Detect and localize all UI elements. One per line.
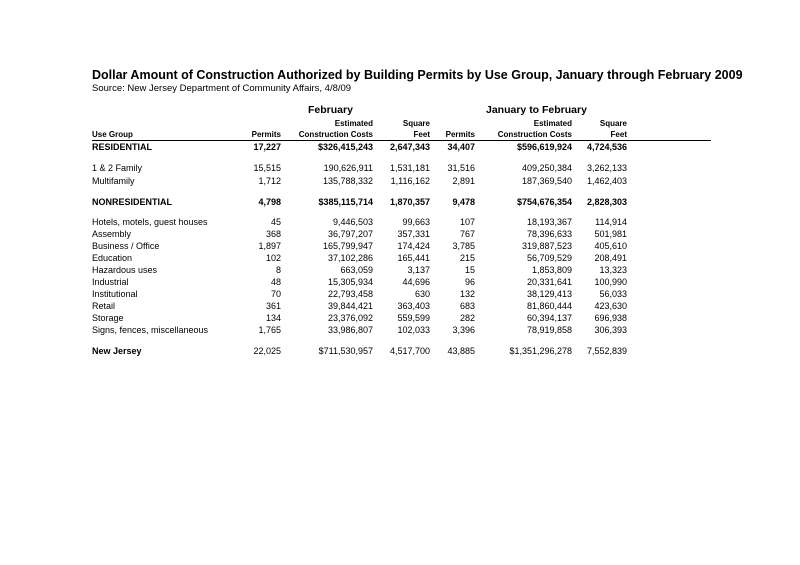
feet-cell: 357,331 — [397, 229, 430, 239]
feet-ytd-cell: 7,552,839 — [586, 346, 627, 356]
feet-ytd-cell: 114,914 — [595, 217, 627, 227]
permits-ytd-cell: 9,478 — [452, 197, 475, 207]
header-feet-ytd: Feet — [610, 130, 627, 139]
row-label: Education — [92, 253, 133, 263]
cost-ytd-cell: $754,676,354 — [516, 197, 572, 207]
permits-ytd-cell: 767 — [459, 229, 475, 239]
permits-ytd-cell: 96 — [464, 277, 475, 287]
permits-cell: 102 — [265, 253, 281, 263]
feet-ytd-cell: 3,262,133 — [586, 163, 627, 173]
cost-ytd-cell: $596,619,924 — [516, 142, 572, 152]
header-feet: Feet — [413, 130, 430, 139]
feet-cell: 174,424 — [397, 241, 430, 251]
table-row — [0, 289, 800, 301]
feet-cell: 102,033 — [397, 325, 430, 335]
cost-ytd-cell: 20,331,641 — [526, 277, 572, 287]
cost-cell: $385,115,714 — [318, 197, 373, 207]
permits-cell: 45 — [270, 217, 281, 227]
cost-ytd-cell: $1,351,296,278 — [509, 346, 572, 356]
feet-ytd-cell: 100,990 — [594, 277, 627, 287]
row-label: NONRESIDENTIAL — [92, 197, 173, 207]
header-rule — [92, 140, 711, 141]
feet-cell: 44,696 — [402, 277, 430, 287]
cost-ytd-cell: 38,129,413 — [526, 289, 572, 299]
feet-ytd-cell: 4,724,536 — [586, 142, 627, 152]
table-row — [0, 277, 800, 289]
feet-cell: 363,403 — [397, 301, 430, 311]
section-header-february: February — [308, 104, 353, 116]
permits-cell: 48 — [270, 277, 281, 287]
feet-ytd-cell: 405,610 — [594, 241, 627, 251]
cost-cell: 15,305,934 — [327, 277, 373, 287]
header-permits: Permits — [251, 130, 281, 139]
feet-ytd-cell: 208,491 — [594, 253, 627, 263]
row-label: Industrial — [92, 277, 129, 287]
table-row — [0, 313, 800, 325]
permits-ytd-cell: 107 — [459, 217, 475, 227]
feet-ytd-cell: 13,323 — [599, 265, 627, 275]
feet-ytd-cell: 423,630 — [594, 301, 627, 311]
document-title: Dollar Amount of Construction Authorized by Building Permits by Use Group, January through February 2009 — [92, 68, 743, 82]
table-row — [0, 217, 800, 229]
feet-cell: 630 — [414, 289, 430, 299]
row-label: Institutional — [92, 289, 138, 299]
header-estimated-ytd: Estimated — [533, 119, 572, 128]
feet-cell: 1,116,162 — [390, 176, 430, 186]
feet-ytd-cell: 306,393 — [594, 325, 627, 335]
cost-cell: 663,059 — [340, 265, 373, 275]
cost-cell: 23,376,092 — [327, 313, 373, 323]
permits-cell: 22,025 — [253, 346, 281, 356]
feet-cell: 4,517,700 — [389, 346, 430, 356]
feet-ytd-cell: 696,938 — [594, 313, 627, 323]
permits-ytd-cell: 34,407 — [447, 142, 475, 152]
cost-ytd-cell: 81,860,444 — [526, 301, 572, 311]
feet-cell: 165,441 — [397, 253, 430, 263]
row-label: RESIDENTIAL — [92, 142, 153, 152]
row-label: Business / Office — [92, 241, 160, 251]
permits-ytd-cell: 43,885 — [447, 346, 475, 356]
permits-ytd-cell: 3,785 — [452, 241, 475, 251]
permits-cell: 70 — [270, 289, 281, 299]
permits-cell: 4,798 — [258, 197, 281, 207]
table-row — [0, 163, 800, 175]
header-estimated: Estimated — [334, 119, 373, 128]
permits-ytd-cell: 132 — [459, 289, 475, 299]
cost-ytd-cell: 78,919,858 — [526, 325, 572, 335]
feet-cell: 3,137 — [407, 265, 430, 275]
row-label: Assembly — [92, 229, 132, 239]
cost-ytd-cell: 60,394,137 — [526, 313, 572, 323]
row-label: Hazardous uses — [92, 265, 158, 275]
header-construction-costs: Construction Costs — [298, 130, 373, 139]
permits-cell: 1,712 — [258, 176, 281, 186]
feet-ytd-cell: 501,981 — [594, 229, 627, 239]
feet-ytd-cell: 2,828,303 — [586, 197, 627, 207]
cost-ytd-cell: 18,193,367 — [526, 217, 572, 227]
permits-cell: 368 — [265, 229, 281, 239]
cost-cell: $711,530,957 — [318, 346, 373, 356]
cost-cell: 22,793,458 — [327, 289, 373, 299]
permits-cell: 134 — [265, 313, 281, 323]
cost-ytd-cell: 56,709,529 — [526, 253, 572, 263]
row-label: Retail — [92, 301, 116, 311]
table-row-residential — [0, 142, 800, 154]
row-label: New Jersey — [92, 346, 142, 356]
table-row — [0, 301, 800, 313]
row-label: Storage — [92, 313, 124, 323]
cost-ytd-cell: 78,396,633 — [526, 229, 572, 239]
feet-cell: 559,599 — [397, 313, 430, 323]
table-row — [0, 253, 800, 265]
feet-cell: 2,647,343 — [389, 142, 430, 152]
table-row — [0, 176, 800, 188]
header-construction-costs-ytd: Construction Costs — [497, 130, 572, 139]
permits-cell: 1,765 — [258, 325, 281, 335]
permits-cell: 17,227 — [253, 142, 281, 152]
cost-ytd-cell: 409,250,384 — [521, 163, 572, 173]
cost-cell: 39,844,421 — [327, 301, 373, 311]
feet-cell: 99,663 — [402, 217, 430, 227]
cost-cell: 135,788,332 — [322, 176, 373, 186]
permits-ytd-cell: 282 — [459, 313, 475, 323]
cost-cell: $326,415,243 — [317, 142, 373, 152]
cost-cell: 9,446,503 — [332, 217, 373, 227]
row-label: 1 & 2 Family — [92, 163, 143, 173]
row-label: Signs, fences, miscellaneous — [92, 325, 209, 335]
permits-cell: 8 — [275, 265, 281, 275]
cost-cell: 36,797,207 — [327, 229, 373, 239]
cost-cell: 33,986,807 — [327, 325, 373, 335]
header-square: Square — [402, 119, 430, 128]
cost-cell: 190,626,911 — [323, 163, 373, 173]
feet-ytd-cell: 56,033 — [599, 289, 627, 299]
header-square-ytd: Square — [599, 119, 627, 128]
cost-ytd-cell: 319,887,523 — [521, 241, 572, 251]
section-header-ytd: January to February — [486, 104, 587, 116]
table-row-nonresidential — [0, 197, 800, 209]
permits-ytd-cell: 31,516 — [447, 163, 475, 173]
header-use-group: Use Group — [92, 130, 133, 139]
table-row — [0, 325, 800, 337]
feet-cell: 1,531,181 — [389, 163, 430, 173]
permits-ytd-cell: 683 — [459, 301, 475, 311]
permits-cell: 15,515 — [253, 163, 281, 173]
cost-cell: 165,799,947 — [322, 241, 373, 251]
cost-ytd-cell: 187,369,540 — [521, 176, 572, 186]
permits-ytd-cell: 215 — [459, 253, 475, 263]
feet-cell: 1,870,357 — [389, 197, 430, 207]
table-row — [0, 241, 800, 253]
permits-cell: 1,897 — [258, 241, 281, 251]
permits-ytd-cell: 15 — [464, 265, 475, 275]
row-label: Multifamily — [92, 176, 135, 186]
feet-ytd-cell: 1,462,403 — [586, 176, 627, 186]
row-label: Hotels, motels, guest houses — [92, 217, 208, 227]
permits-ytd-cell: 3,396 — [452, 325, 475, 335]
cost-ytd-cell: 1,853,809 — [531, 265, 572, 275]
permits-ytd-cell: 2,891 — [452, 176, 475, 186]
cost-cell: 37,102,286 — [327, 253, 373, 263]
table-row — [0, 229, 800, 241]
source-note: Source: New Jersey Department of Community Affairs, 4/8/09 — [92, 83, 352, 94]
table-row-total — [0, 346, 800, 358]
table-row — [0, 265, 800, 277]
header-permits-ytd: Permits — [445, 130, 475, 139]
permits-cell: 361 — [265, 301, 281, 311]
